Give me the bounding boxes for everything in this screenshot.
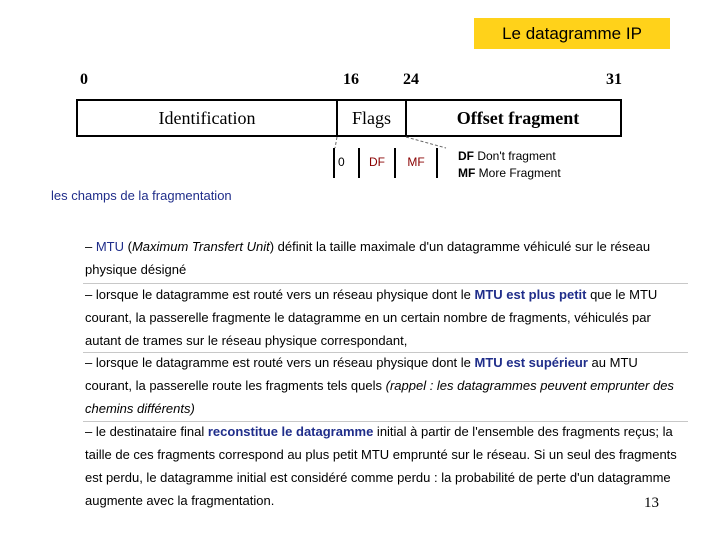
flags-zoom-lines xyxy=(0,0,720,200)
p1-acronym: Maximum Transfert Unit xyxy=(131,239,270,254)
paragraph-mtu-definition xyxy=(85,235,685,281)
p4-highlight: reconstitue le datagramme xyxy=(207,424,374,439)
p1-dash: – xyxy=(85,239,96,254)
flags-legend xyxy=(458,148,561,182)
section-title: les champs de la fragmentation xyxy=(51,188,232,203)
p3-text-a: – lorsque le datagramme est routé vers un réseau physique dont le xyxy=(85,355,475,370)
bit-0-label: 0 xyxy=(80,71,88,88)
flag-bit-df: DF xyxy=(369,155,385,169)
p3-reminder: (rappel : les datagrammes peuvent emprunter des chemins différents) xyxy=(85,378,674,416)
slide-title: Le datagramme IP xyxy=(474,18,670,49)
p3-highlight: MTU est supérieur xyxy=(474,355,588,370)
p2-highlight: MTU est plus petit xyxy=(474,287,587,302)
legend-mf-key: MF xyxy=(458,166,476,180)
paragraph-mtu-smaller xyxy=(85,283,685,352)
flags-field: Flags xyxy=(351,108,391,128)
p1-text: ) définit la taille maximale d'un datagramme véhiculé sur le réseau physique désigné xyxy=(85,239,651,277)
p1-mtu: MTU xyxy=(95,239,125,254)
bit-16-label: 16 xyxy=(343,71,359,88)
p4-text-a: – le destinataire final xyxy=(85,424,208,439)
flag-bit-zero: 0 xyxy=(338,155,345,169)
flag-bit-mf: MF xyxy=(407,155,425,169)
page-number: 13 xyxy=(644,495,659,511)
legend-df-key: DF xyxy=(458,149,474,163)
legend-df-text: Don't fragment xyxy=(474,149,556,163)
p2-text-a: – lorsque le datagramme est routé vers un réseau physique dont le xyxy=(85,287,475,302)
legend-mf-text: More Fragment xyxy=(475,166,561,180)
p1-paren: ( xyxy=(124,239,132,254)
bit-31-label: 31 xyxy=(606,71,622,88)
flag-bits-right-border xyxy=(436,148,438,178)
p2-text-b: que le MTU courant, la passerelle fragmente le datagramme en un certain nombre de fragments, véhiculés par autant de trames sur le réseau physique correspondant, xyxy=(85,287,658,348)
offset-fragment-field: Offset fragment xyxy=(456,108,580,128)
p3-text-b: au MTU courant, la passerelle route les fragments tels quels xyxy=(85,355,638,393)
bit-24-label: 24 xyxy=(403,71,419,88)
p4-text-b: initial à partir de l'ensemble des fragments reçus; la taille de ces fragments correspond au plus petit MTU emprunté sur le réseau. Si un seul des fragments est perdu, le datagramme initial est considéré comme perdu : la probabilité de perte d'un datagramme augmente avec la fragmentation. xyxy=(85,424,677,508)
identification-field: Identification xyxy=(158,108,256,128)
flag-bits-left-border xyxy=(333,148,335,178)
paragraph-mtu-larger xyxy=(85,351,685,420)
paragraph-reassembly xyxy=(85,420,685,512)
